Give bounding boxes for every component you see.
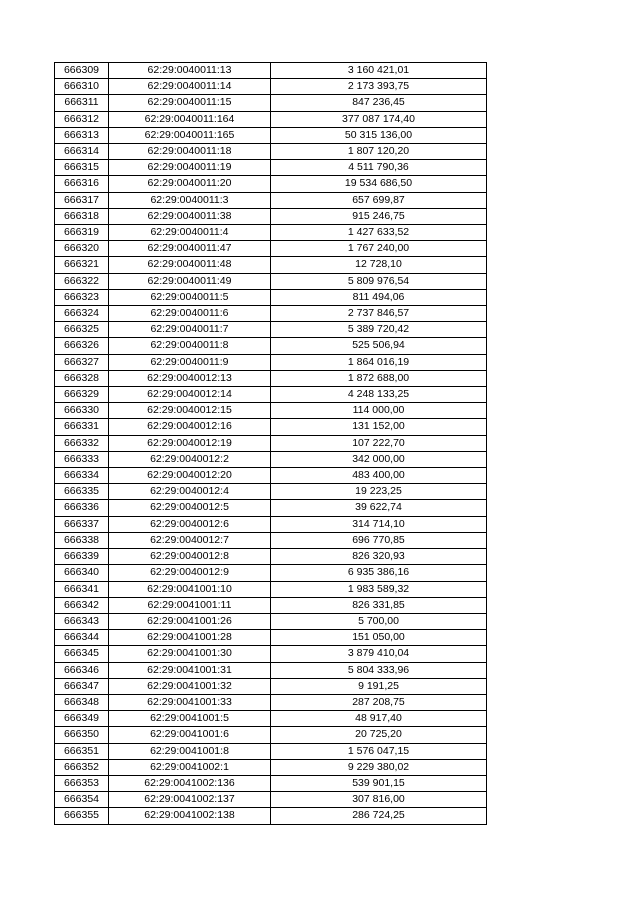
cadastral-number-cell: 62:29:0041001:31 — [109, 662, 271, 678]
cadastral-number-cell: 62:29:0040012:8 — [109, 549, 271, 565]
cadastral-value-cell: 5 389 720,42 — [271, 322, 487, 338]
cadastral-number-cell: 62:29:0041001:8 — [109, 743, 271, 759]
row-number-cell: 666336 — [55, 500, 109, 516]
row-number-cell: 666341 — [55, 581, 109, 597]
cadastral-value-cell: 39 622,74 — [271, 500, 487, 516]
row-number-cell: 666321 — [55, 257, 109, 273]
table-row — [55, 500, 487, 516]
cadastral-number-cell: 62:29:0041002:138 — [109, 808, 271, 824]
table-row — [55, 516, 487, 532]
table-row — [55, 727, 487, 743]
cadastral-number-cell: 62:29:0040011:48 — [109, 257, 271, 273]
cadastral-number-cell: 62:29:0041002:137 — [109, 792, 271, 808]
table-row — [55, 403, 487, 419]
cadastral-number-cell: 62:29:0040011:14 — [109, 79, 271, 95]
cadastral-number-cell: 62:29:0040011:7 — [109, 322, 271, 338]
cadastral-value-cell: 9 229 380,02 — [271, 759, 487, 775]
table-row — [55, 613, 487, 629]
cadastral-number-cell: 62:29:0040011:49 — [109, 273, 271, 289]
row-number-cell: 666310 — [55, 79, 109, 95]
row-number-cell: 666316 — [55, 176, 109, 192]
table-row — [55, 435, 487, 451]
cadastral-value-cell: 6 935 386,16 — [271, 565, 487, 581]
cadastral-value-cell: 107 222,70 — [271, 435, 487, 451]
table-row — [55, 257, 487, 273]
cadastral-number-cell: 62:29:0040012:19 — [109, 435, 271, 451]
cadastral-number-cell: 62:29:0040011:20 — [109, 176, 271, 192]
row-number-cell: 666343 — [55, 613, 109, 629]
row-number-cell: 666347 — [55, 678, 109, 694]
table-row — [55, 630, 487, 646]
row-number-cell: 666330 — [55, 403, 109, 419]
cadastral-value-cell: 12 728,10 — [271, 257, 487, 273]
table-row — [55, 759, 487, 775]
cadastral-number-cell: 62:29:0040012:2 — [109, 451, 271, 467]
row-number-cell: 666339 — [55, 549, 109, 565]
row-number-cell: 666317 — [55, 192, 109, 208]
row-number-cell: 666350 — [55, 727, 109, 743]
table-row — [55, 646, 487, 662]
table-row — [55, 79, 487, 95]
cadastral-value-cell: 50 315 136,00 — [271, 127, 487, 143]
cadastral-number-cell: 62:29:0041001:6 — [109, 727, 271, 743]
cadastral-value-cell: 539 901,15 — [271, 775, 487, 791]
cadastral-value-cell: 5 809 976,54 — [271, 273, 487, 289]
row-number-cell: 666322 — [55, 273, 109, 289]
cadastral-number-cell: 62:29:0040012:6 — [109, 516, 271, 532]
table-row — [55, 484, 487, 500]
table-row — [55, 111, 487, 127]
row-number-cell: 666355 — [55, 808, 109, 824]
cadastral-value-cell: 1 864 016,19 — [271, 354, 487, 370]
table-row — [55, 322, 487, 338]
cadastral-number-cell: 62:29:0040011:9 — [109, 354, 271, 370]
row-number-cell: 666324 — [55, 306, 109, 322]
table-row — [55, 273, 487, 289]
row-number-cell: 666338 — [55, 532, 109, 548]
cadastral-number-cell: 62:29:0041002:136 — [109, 775, 271, 791]
table-row — [55, 549, 487, 565]
table-row — [55, 306, 487, 322]
table-row — [55, 419, 487, 435]
cadastral-value-cell: 1 427 633,52 — [271, 225, 487, 241]
row-number-cell: 666312 — [55, 111, 109, 127]
cadastral-number-cell: 62:29:0041001:11 — [109, 597, 271, 613]
row-number-cell: 666349 — [55, 711, 109, 727]
table-row — [55, 581, 487, 597]
cadastral-number-cell: 62:29:0040012:13 — [109, 370, 271, 386]
table-row — [55, 95, 487, 111]
cadastral-number-cell: 62:29:0040011:8 — [109, 338, 271, 354]
table-row — [55, 532, 487, 548]
table-row — [55, 192, 487, 208]
table-row — [55, 662, 487, 678]
cadastral-value-cell: 9 191,25 — [271, 678, 487, 694]
document-page — [54, 62, 487, 825]
cadastral-number-cell: 62:29:0040011:15 — [109, 95, 271, 111]
cadastral-value-cell: 114 000,00 — [271, 403, 487, 419]
cadastral-number-cell: 62:29:0040011:3 — [109, 192, 271, 208]
cadastral-value-cell: 151 050,00 — [271, 630, 487, 646]
row-number-cell: 666354 — [55, 792, 109, 808]
cadastral-number-cell: 62:29:0040012:15 — [109, 403, 271, 419]
row-number-cell: 666327 — [55, 354, 109, 370]
table-row — [55, 808, 487, 824]
cadastral-number-cell: 62:29:0040012:4 — [109, 484, 271, 500]
row-number-cell: 666319 — [55, 225, 109, 241]
row-number-cell: 666332 — [55, 435, 109, 451]
cadastral-number-cell: 62:29:0040011:13 — [109, 63, 271, 79]
row-number-cell: 666318 — [55, 208, 109, 224]
cadastral-value-cell: 826 320,93 — [271, 549, 487, 565]
cadastral-value-cell: 1 807 120,20 — [271, 144, 487, 160]
cadastral-number-cell: 62:29:0041001:33 — [109, 694, 271, 710]
row-number-cell: 666309 — [55, 63, 109, 79]
cadastral-value-cell: 5 700,00 — [271, 613, 487, 629]
cadastral-number-cell: 62:29:0040011:5 — [109, 289, 271, 305]
cadastral-number-cell: 62:29:0040011:4 — [109, 225, 271, 241]
row-number-cell: 666314 — [55, 144, 109, 160]
row-number-cell: 666315 — [55, 160, 109, 176]
cadastral-value-cell: 915 246,75 — [271, 208, 487, 224]
cadastral-value-cell: 1 872 688,00 — [271, 370, 487, 386]
row-number-cell: 666337 — [55, 516, 109, 532]
cadastral-value-cell: 811 494,06 — [271, 289, 487, 305]
row-number-cell: 666335 — [55, 484, 109, 500]
table-row — [55, 370, 487, 386]
cadastral-value-cell: 696 770,85 — [271, 532, 487, 548]
table-row — [55, 160, 487, 176]
row-number-cell: 666346 — [55, 662, 109, 678]
cadastral-value-cell: 3 879 410,04 — [271, 646, 487, 662]
row-number-cell: 666342 — [55, 597, 109, 613]
cadastral-value-cell: 1 983 589,32 — [271, 581, 487, 597]
table-row — [55, 338, 487, 354]
row-number-cell: 666345 — [55, 646, 109, 662]
table-row — [55, 354, 487, 370]
cadastral-value-cell: 4 511 790,36 — [271, 160, 487, 176]
table-row — [55, 565, 487, 581]
row-number-cell: 666313 — [55, 127, 109, 143]
cadastral-number-cell: 62:29:0040012:16 — [109, 419, 271, 435]
row-number-cell: 666311 — [55, 95, 109, 111]
cadastral-value-cell: 2 737 846,57 — [271, 306, 487, 322]
table-row — [55, 289, 487, 305]
table-row — [55, 468, 487, 484]
cadastral-number-cell: 62:29:0041001:30 — [109, 646, 271, 662]
table-row — [55, 225, 487, 241]
table-row — [55, 678, 487, 694]
row-number-cell: 666320 — [55, 241, 109, 257]
cadastral-value-cell: 48 917,40 — [271, 711, 487, 727]
cadastral-number-cell: 62:29:0040012:5 — [109, 500, 271, 516]
cadastral-value-cell: 3 160 421,01 — [271, 63, 487, 79]
cadastral-value-cell: 20 725,20 — [271, 727, 487, 743]
table-row — [55, 743, 487, 759]
table-row — [55, 775, 487, 791]
cadastral-value-cell: 19 223,25 — [271, 484, 487, 500]
table-row — [55, 127, 487, 143]
row-number-cell: 666340 — [55, 565, 109, 581]
table-row — [55, 711, 487, 727]
cadastral-value-cell: 286 724,25 — [271, 808, 487, 824]
table-row — [55, 63, 487, 79]
cadastral-value-cell: 1 767 240,00 — [271, 241, 487, 257]
cadastral-value-cell: 287 208,75 — [271, 694, 487, 710]
cadastral-number-cell: 62:29:0040011:6 — [109, 306, 271, 322]
cadastral-value-cell: 826 331,85 — [271, 597, 487, 613]
table-row — [55, 176, 487, 192]
cadastral-number-cell: 62:29:0040012:7 — [109, 532, 271, 548]
row-number-cell: 666329 — [55, 387, 109, 403]
cadastral-value-cell: 377 087 174,40 — [271, 111, 487, 127]
table-row — [55, 451, 487, 467]
table-row — [55, 208, 487, 224]
table-row — [55, 387, 487, 403]
row-number-cell: 666333 — [55, 451, 109, 467]
row-number-cell: 666323 — [55, 289, 109, 305]
cadastral-number-cell: 62:29:0040011:19 — [109, 160, 271, 176]
cadastral-value-cell: 483 400,00 — [271, 468, 487, 484]
table-row — [55, 241, 487, 257]
cadastral-number-cell: 62:29:0041001:26 — [109, 613, 271, 629]
row-number-cell: 666348 — [55, 694, 109, 710]
row-number-cell: 666352 — [55, 759, 109, 775]
cadastral-number-cell: 62:29:0041002:1 — [109, 759, 271, 775]
table-row — [55, 694, 487, 710]
cadastral-number-cell: 62:29:0040011:18 — [109, 144, 271, 160]
cadastral-number-cell: 62:29:0040011:164 — [109, 111, 271, 127]
cadastral-value-cell: 307 816,00 — [271, 792, 487, 808]
cadastral-number-cell: 62:29:0040011:38 — [109, 208, 271, 224]
cadastral-value-cell: 5 804 333,96 — [271, 662, 487, 678]
row-number-cell: 666325 — [55, 322, 109, 338]
table-row — [55, 597, 487, 613]
table-row — [55, 792, 487, 808]
row-number-cell: 666344 — [55, 630, 109, 646]
cadastral-number-cell: 62:29:0040012:20 — [109, 468, 271, 484]
row-number-cell: 666334 — [55, 468, 109, 484]
cadastral-value-cell: 4 248 133,25 — [271, 387, 487, 403]
cadastral-value-cell: 2 173 393,75 — [271, 79, 487, 95]
cadastral-value-cell: 131 152,00 — [271, 419, 487, 435]
row-number-cell: 666326 — [55, 338, 109, 354]
cadastral-value-cell: 525 506,94 — [271, 338, 487, 354]
cadastral-number-cell: 62:29:0040012:14 — [109, 387, 271, 403]
cadastral-value-cell: 342 000,00 — [271, 451, 487, 467]
cadastral-number-cell: 62:29:0041001:5 — [109, 711, 271, 727]
cadastral-number-cell: 62:29:0040011:47 — [109, 241, 271, 257]
cadastral-number-cell: 62:29:0041001:28 — [109, 630, 271, 646]
cadastral-number-cell: 62:29:0040012:9 — [109, 565, 271, 581]
cadastral-value-cell: 657 699,87 — [271, 192, 487, 208]
cadastral-value-table — [54, 62, 487, 825]
row-number-cell: 666351 — [55, 743, 109, 759]
table-row — [55, 144, 487, 160]
cadastral-value-cell: 19 534 686,50 — [271, 176, 487, 192]
table-body — [55, 63, 487, 825]
cadastral-value-cell: 314 714,10 — [271, 516, 487, 532]
cadastral-value-cell: 1 576 047,15 — [271, 743, 487, 759]
row-number-cell: 666328 — [55, 370, 109, 386]
row-number-cell: 666331 — [55, 419, 109, 435]
cadastral-number-cell: 62:29:0041001:10 — [109, 581, 271, 597]
cadastral-value-cell: 847 236,45 — [271, 95, 487, 111]
cadastral-number-cell: 62:29:0041001:32 — [109, 678, 271, 694]
cadastral-number-cell: 62:29:0040011:165 — [109, 127, 271, 143]
row-number-cell: 666353 — [55, 775, 109, 791]
